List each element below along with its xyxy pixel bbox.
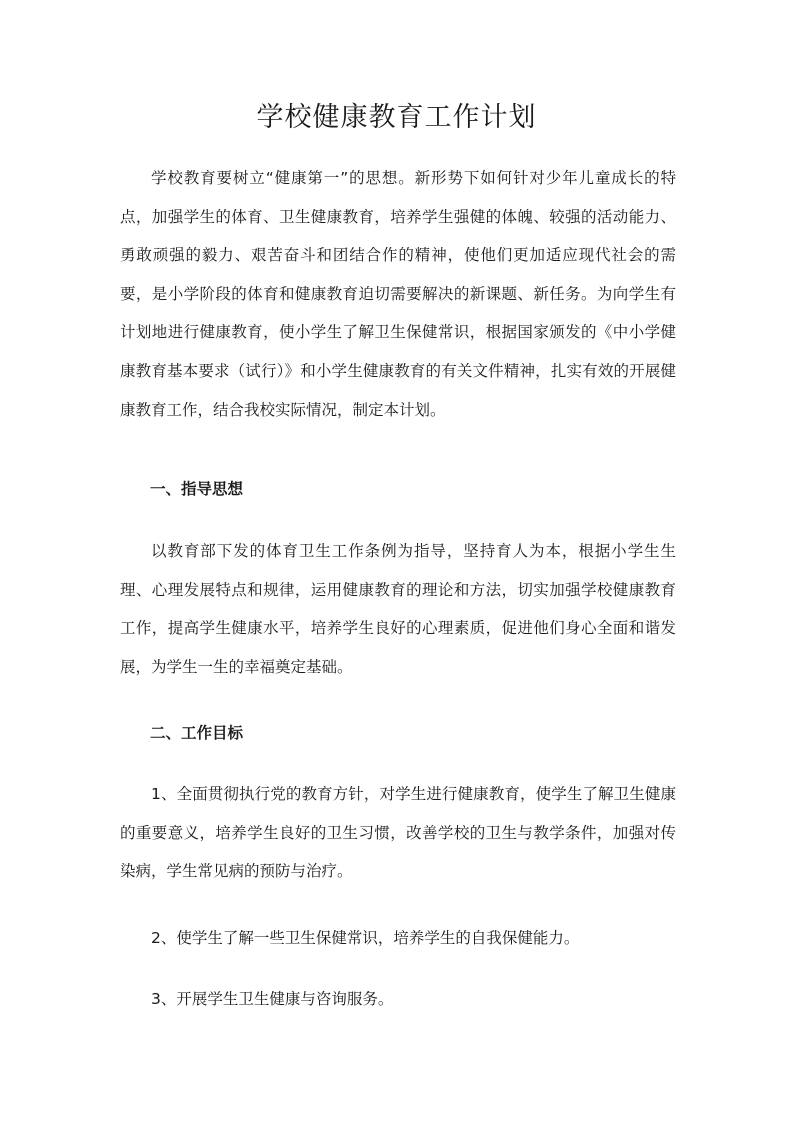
guiding-ideology-paragraph: 以教育部下发的体育卫生工作条例为指导，坚持育人为本，根据小学生生理、心理发展特点和规律，运用健康教育的理论和方法，切实加强学校健康教育工作，提高学生健康水平，培养学生良好的心理素质，促进他们身心全面和谐发展，为学生一生的幸福奠定基础。 bbox=[120, 542, 676, 676]
work-goal-item-3: 3、开展学生卫生健康与咨询服务。 bbox=[151, 990, 394, 1008]
document-title: 学校健康教育工作计划 bbox=[256, 102, 537, 133]
section-heading-guiding-ideology: 一、指导思想 bbox=[150, 480, 244, 498]
intro-paragraph: 学校教育要树立“健康第一”的思想。新形势下如何针对少年儿童成长的特点，加强学生的体育、卫生健康教育，培养学生强健的体魄、较强的活动能力、勇敢顽强的毅力、艰苦奋斗和团结合作的精神，使他们更加适应现代社会的需要，是小学阶段的体育和健康教育迫切需要解决的新课题、新任务。为向学生有计划地进行健康教育，使小学生了解卫生保健常识，根据国家颁发的《中小学健康教育基本要求（试行）》和小学生健康教育的有关文件精神，扎实有效的开展健康教育工作，结合我校实际情况，制定本计划。 bbox=[120, 169, 676, 419]
work-goal-item-2: 2、使学生了解一些卫生保健常识，培养学生的自我保健能力。 bbox=[151, 929, 580, 947]
work-goal-item-1: 1、全面贯彻执行党的教育方针，对学生进行健康教育，使学生了解卫生健康的重要意义，培养学生良好的卫生习惯，改善学校的卫生与教学条件，加强对传染病，学生常见病的预防与治疗。 bbox=[120, 785, 676, 881]
section-heading-work-goals: 二、工作目标 bbox=[150, 724, 244, 742]
